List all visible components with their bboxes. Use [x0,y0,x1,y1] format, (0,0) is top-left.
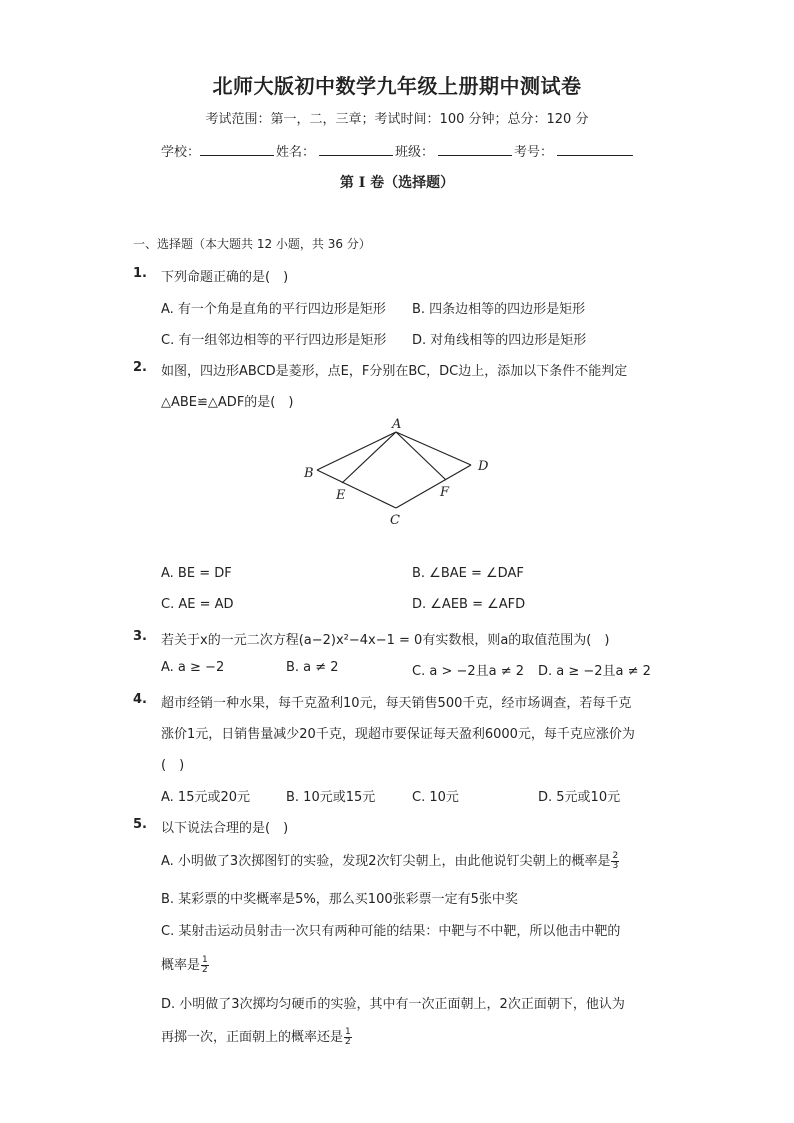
question-1-option-d: D. 对角线相等的四边形是矩形 [412,333,587,348]
question-5-option-d-line1: D. 小明做了3次掷均匀硬币的实验，其中有一次正面朝上，2次正面朝下，他认为 [161,997,625,1012]
question-5-option-a [161,850,619,871]
question-4-text-line1: 超市经销一种水果，每千克盈利10元，每天销售500千克，经市场调查，若每千克 [161,696,632,711]
class-label: 班级： [395,145,435,160]
point-label-f: F [440,485,450,500]
student-info-row [161,141,635,160]
number-label: 考号： [514,145,554,160]
number-blank [557,142,633,156]
fraction-denominator: 2 [202,965,208,975]
name-blank [319,142,393,156]
question-3-option-c: C. a > −2且a ≠ 2 [412,664,525,679]
fraction-numerator: 2 [612,851,619,861]
fraction-one-half [344,1028,352,1047]
vertex-label-a: A [392,417,402,432]
question-1-number: 1. [133,266,147,281]
question-2-option-b: B. ∠BAE = ∠DAF [412,566,524,581]
question-5-option-d-line2 [161,1026,352,1047]
question-4-option-a: A. 15元或20元 [161,790,251,805]
volume-heading: 第 I 卷（选择题） [339,175,455,191]
edge-bc [317,470,396,508]
rhombus-figure [295,412,500,530]
question-3-option-a: A. a ≥ −2 [161,660,225,675]
question-2-text-line2: △ABE≌△ADF的是( ) [161,395,294,410]
question-4-number: 4. [133,692,147,707]
vertex-label-d: D [478,459,489,474]
edge-ab [317,432,396,470]
exam-title: 北师大版初中数学九年级上册期中测试卷 [212,74,582,98]
edge-ad [396,432,471,465]
question-4-option-b: B. 10元或15元 [286,790,376,805]
question-2-number: 2. [133,360,147,375]
school-label: 学校： [161,145,201,160]
question-1-option-a: A. 有一个角是直角的平行四边形是矩形 [161,302,386,317]
question-1-option-c: C. 有一组邻边相等的平行四边形是矩形 [161,333,387,348]
question-1-option-b: B. 四条边相等的四边形是矩形 [412,302,586,317]
fraction-one-half [201,956,209,975]
vertex-label-b: B [304,466,314,481]
question-4-option-d: D. 5元或10元 [538,790,621,805]
vertex-label-c: C [390,513,400,528]
question-5-option-d-text: 再掷一次，正面朝上的概率还是 [161,1030,344,1045]
edge-dc [396,465,471,508]
fraction-numerator: 1 [345,1027,351,1037]
fraction-denominator: 3 [612,861,619,871]
question-3-number: 3. [133,629,147,644]
question-5-option-c-text: 概率是 [161,958,201,973]
question-3-text: 若关于x的一元二次方程(a−2)x²−4x−1 = 0有实数根，则a的取值范围为( ) [161,633,610,648]
question-5-option-a-text: A. 小明做了3次掷图钉的实验，发现2次钉尖朝上，由此他说钉尖朝上的概率是 [161,854,611,869]
question-4-option-c: C. 10元 [412,790,459,805]
school-blank [200,142,274,156]
name-label: 姓名： [276,145,316,160]
question-4-text-line2: 涨价1元，日销售量减少20千克，现超市要保证每天盈利6000元，每千克应涨价为 [161,727,635,742]
question-5-text: 以下说法合理的是( ) [161,821,289,836]
section-heading: 一、选择题（本大题共 12 小题，共 36 分） [133,237,371,251]
question-3-option-d: D. a ≥ −2且a ≠ 2 [538,664,651,679]
segment-af [396,432,446,480]
question-5-option-c-line1: C. 某射击运动员射击一次只有两种可能的结果：中靶与不中靶，所以他击中靶的 [161,924,621,939]
question-2-option-a: A. BE = DF [161,566,232,581]
segment-ae [342,432,396,483]
question-5-number: 5. [133,817,147,832]
question-2-option-d: D. ∠AEB = ∠AFD [412,597,526,612]
fraction-two-thirds [611,852,619,871]
question-1-text: 下列命题正确的是( ) [161,270,289,285]
question-2-text-line1: 如图，四边形ABCD是菱形，点E，F分别在BC，DC边上，添加以下条件不能判定 [161,364,628,379]
fraction-numerator: 1 [202,955,208,965]
exam-subtitle: 考试范围：第一，二，三章；考试时间：100 分钟；总分：120 分 [205,112,589,127]
question-5-option-b: B. 某彩票的中奖概率是5%，那么买100张彩票一定有5张中奖 [161,892,518,907]
question-5-option-c-line2 [161,954,209,975]
class-blank [438,142,512,156]
fraction-denominator: 2 [345,1037,351,1047]
question-2-option-c: C. AE = AD [161,597,234,612]
question-4-text-line3: ( ) [161,758,185,773]
question-3-option-b: B. a ≠ 2 [286,660,339,675]
point-label-e: E [336,488,346,503]
